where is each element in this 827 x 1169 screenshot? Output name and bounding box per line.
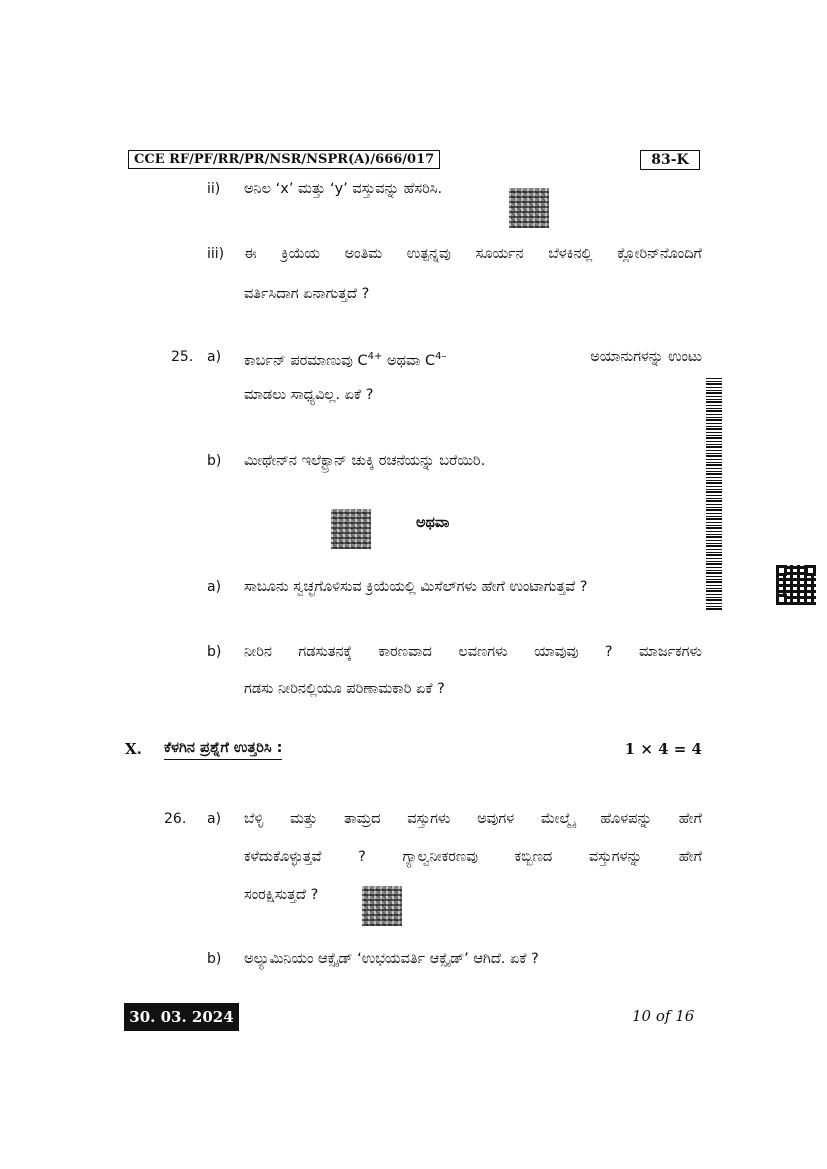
q26-a-line2: ಕಳೆದುಕೊಳ್ಳುತ್ತವೆ ? ಗ್ಯಾಲ್ವನೀಕರಣವು ಕಬ್ಬಿಣದ ವಸ್ತುಗಳನ್ನು ಹೇಗೆ [244, 849, 702, 865]
q26-a-line1: ಬೆಳ್ಳಿ ಮತ್ತು ತಾಮ್ರದ ವಸ್ತುಗಳು ಅವುಗಳ ಮೇಲ್ಮೈ ಹೊಳಪನ್ನು ಹೇಗೆ [244, 811, 702, 827]
qr-code-image [776, 565, 816, 605]
q25-a-label: a) [207, 349, 222, 365]
watermark-qr-image [362, 886, 402, 926]
q24-iii-number: iii) [207, 246, 225, 262]
q25-a-sup1: 4+ [367, 351, 383, 362]
q25-alt-a-text: ಸಾಬೂನು ಸ್ವಚ್ಛಗೊಳಿಸುವ ಕ್ರಿಯೆಯಲ್ಲಿ ಮಿಸೆಲ್‌ಗಳು ಹೇಗೆ ಉಂಟಾಗುತ್ತವೆ ? [244, 579, 588, 595]
q25-b-label: b) [207, 453, 222, 469]
q24-iii-line2: ವರ್ತಿಸಿದಾಗ ಏನಾಗುತ್ತದೆ ? [244, 286, 370, 302]
q24-ii-text: ಅನಿಲ ‘x’ ಮತ್ತು ‘y’ ವಸ್ತುವನ್ನು ಹೆಸರಿಸಿ. [244, 181, 443, 197]
q24-iii-line1: ಈ ಕ್ರಿಯೆಯ ಅಂತಿಮ ಉತ್ಪನ್ನವು ಸೂರ್ಯನ ಬೆಳಕಿನಲ್ಲಿ ಕ್ಲೋರಿನ್‌ನೊಂದಿಗೆ [244, 246, 702, 262]
q25-number: 25. [171, 349, 194, 365]
watermark-qr-image [509, 188, 549, 228]
q25-a-line1 [244, 346, 702, 372]
q25-alt-b-label: b) [207, 644, 222, 660]
q25-alt-a-label: a) [207, 579, 222, 595]
q24-ii-number: ii) [207, 181, 221, 197]
or-separator: ಅಥವಾ [416, 515, 450, 531]
page-code: 83-K [640, 150, 700, 170]
q25-a-line1-pre: ಕಾರ್ಬನ್ ಪರಮಾಣುವು C [244, 352, 368, 369]
q25-b-text: ಮೀಥೇನ್‌ನ ಇಲೆಕ್ಟ್ರಾನ್ ಚುಕ್ಕಿ ರಚನೆಯನ್ನು ಬರೆಯಿರಿ. [244, 453, 486, 469]
q25-a-line1-mid: ಅಥವಾ C [382, 352, 436, 369]
q26-a-label: a) [207, 811, 222, 827]
watermark-qr-image [331, 509, 371, 549]
q26-a-line3: ಸಂರಕ್ಷಿಸುತ್ತದೆ ? [244, 887, 319, 903]
q26-b-text: ಅಲ್ಯುಮಿನಿಯಂ ಆಕ್ಸೈಡ್ ‘ಉಭಯವರ್ತಿ ಆಕ್ಸೈಡ್’ ಆಗಿದೆ. ಏಕೆ ? [244, 951, 539, 967]
qr-finder-pattern [776, 565, 787, 576]
exam-date: 30. 03. 2024 [124, 1003, 239, 1031]
q25-a-sup2: 4– [435, 351, 447, 362]
q25-alt-b-line1: ನೀರಿನ ಗಡಸುತನಕ್ಕೆ ಕಾರಣವಾದ ಲವಣಗಳು ಯಾವುವು ? ಮಾರ್ಜಕಗಳು [244, 644, 702, 660]
page-number: 10 of 16 [632, 1007, 695, 1025]
q25-a-line1-post: ಅಯಾನುಗಳನ್ನು ಉಂಟು [590, 349, 702, 365]
qr-finder-pattern [776, 594, 787, 605]
q25-a-line2: ಮಾಡಲು ಸಾಧ್ಯವಿಲ್ಲ. ಏಕೆ ? [244, 387, 374, 403]
qr-finder-pattern [805, 565, 816, 576]
paper-code: CCE RF/PF/RR/PR/NSR/NSPR(A)/666/017 [128, 150, 440, 169]
q26-b-label: b) [207, 951, 222, 967]
section-marks: 1 × 4 = 4 [624, 740, 702, 758]
q25-alt-b-line2: ಗಡಸು ನೀರಿನಲ್ಲಿಯೂ ಪರಿಣಾಮಕಾರಿ ಏಕೆ ? [244, 681, 445, 697]
barcode-image [706, 378, 722, 610]
section-title: ಕೆಳಗಿನ ಪ್ರಶ್ನೆಗೆ ಉತ್ತರಿಸಿ : [164, 740, 282, 760]
q26-number: 26. [164, 811, 187, 827]
section-number: X. [125, 740, 142, 758]
